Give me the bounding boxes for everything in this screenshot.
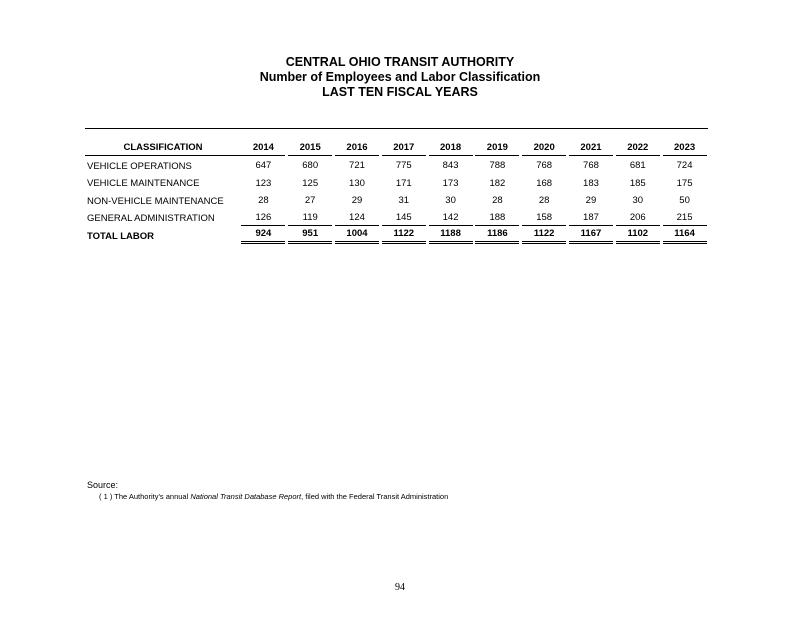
total-cell: 1122: [521, 228, 568, 246]
table-cell: 171: [395, 177, 412, 189]
column-header-year: 2019: [474, 140, 521, 158]
row-label: NON-VEHICLE MAINTENANCE: [87, 195, 224, 207]
table-cell: 721: [349, 160, 365, 172]
table-cell: 173: [442, 177, 459, 189]
column-header-year: 2015: [287, 140, 334, 158]
total-cell: 1004: [334, 228, 381, 246]
report-subtitle: Number of Employees and Labor Classification: [259, 70, 541, 84]
column-header-year: 2017: [380, 140, 427, 158]
total-row: [85, 228, 708, 246]
table-row: [85, 193, 708, 211]
table-row: [85, 210, 708, 228]
table-cell: 768: [536, 160, 553, 172]
table-cell: 28: [258, 195, 269, 207]
table-cell: 130: [349, 177, 365, 189]
table-cell: 28: [538, 195, 550, 207]
source-label: Source:: [87, 480, 119, 490]
table-cell: 206: [614, 210, 661, 228]
table-cell: 843: [442, 160, 459, 172]
column-header-year: 2022: [614, 140, 661, 158]
table-cell: 188: [474, 210, 521, 228]
source-note: [87, 480, 448, 502]
table-cell: 175: [676, 177, 693, 189]
table-cell: 168: [536, 177, 553, 189]
total-cell: 1122: [380, 228, 427, 246]
table-cell: 185: [629, 177, 646, 189]
column-header-year: 2023: [661, 140, 708, 158]
table-row: [85, 175, 708, 193]
total-cell: 1102: [614, 228, 661, 246]
total-cell: 1186: [474, 228, 521, 246]
table-cell: 145: [380, 210, 427, 228]
table-cell: 119: [287, 210, 334, 228]
table-cell: 775: [395, 160, 412, 172]
table-cell: 788: [489, 160, 506, 172]
column-header-year: 2018: [427, 140, 474, 158]
table-cell: 142: [427, 210, 474, 228]
total-cell: 1167: [568, 228, 615, 246]
report-title: CENTRAL OHIO TRANSIT AUTHORITY: [285, 55, 515, 69]
table-cell: 30: [445, 195, 456, 207]
table-cell: 30: [632, 195, 644, 207]
table-cell: 126: [240, 210, 287, 228]
table-cell: 681: [629, 160, 646, 172]
table-cell: 182: [489, 177, 506, 189]
report-title-block: [0, 55, 800, 100]
column-header-year: 2016: [334, 140, 381, 158]
table-cell: 187: [568, 210, 615, 228]
column-header-classification: CLASSIFICATION: [85, 140, 240, 158]
table-cell: 680: [302, 160, 319, 172]
source-footnote: ( 1 ) The Authority's annual National Transit Database Report, filed with the Federal Transit Administration: [99, 492, 449, 501]
column-header-year: 2014: [240, 140, 287, 158]
employees-table: [85, 140, 708, 245]
table-cell: 768: [583, 160, 599, 172]
table-header-row: [85, 140, 708, 158]
table-cell: 183: [583, 177, 599, 189]
table-cell: 27: [304, 195, 316, 207]
table-cell: 158: [521, 210, 568, 228]
table-cell: 647: [255, 160, 272, 172]
table-cell: 124: [334, 210, 381, 228]
column-header-year: 2021: [568, 140, 615, 158]
table-cell: 123: [255, 177, 272, 189]
table-top-rule: [85, 128, 708, 129]
table-cell: 28: [492, 195, 503, 207]
table-cell: 31: [398, 195, 410, 207]
total-cell: 951: [287, 228, 334, 246]
table-cell: 724: [676, 160, 693, 172]
row-label: VEHICLE MAINTENANCE: [87, 178, 200, 190]
page-number: 94: [395, 582, 405, 593]
total-cell: 1188: [427, 228, 474, 246]
table-cell: 215: [661, 210, 708, 228]
total-cell: 924: [240, 228, 287, 246]
report-period: LAST TEN FISCAL YEARS: [322, 85, 478, 99]
row-label: GENERAL ADMINISTRATION: [87, 213, 215, 225]
total-cell: 1164: [661, 228, 708, 246]
table-cell: 29: [585, 195, 597, 207]
total-label: TOTAL LABOR: [87, 230, 155, 242]
column-header-year: 2020: [521, 140, 568, 158]
table-cell: 29: [351, 195, 363, 207]
table-cell: 125: [302, 177, 319, 189]
table-cell: 50: [679, 195, 690, 207]
table-row: [85, 158, 708, 176]
row-label: VEHICLE OPERATIONS: [87, 160, 192, 172]
